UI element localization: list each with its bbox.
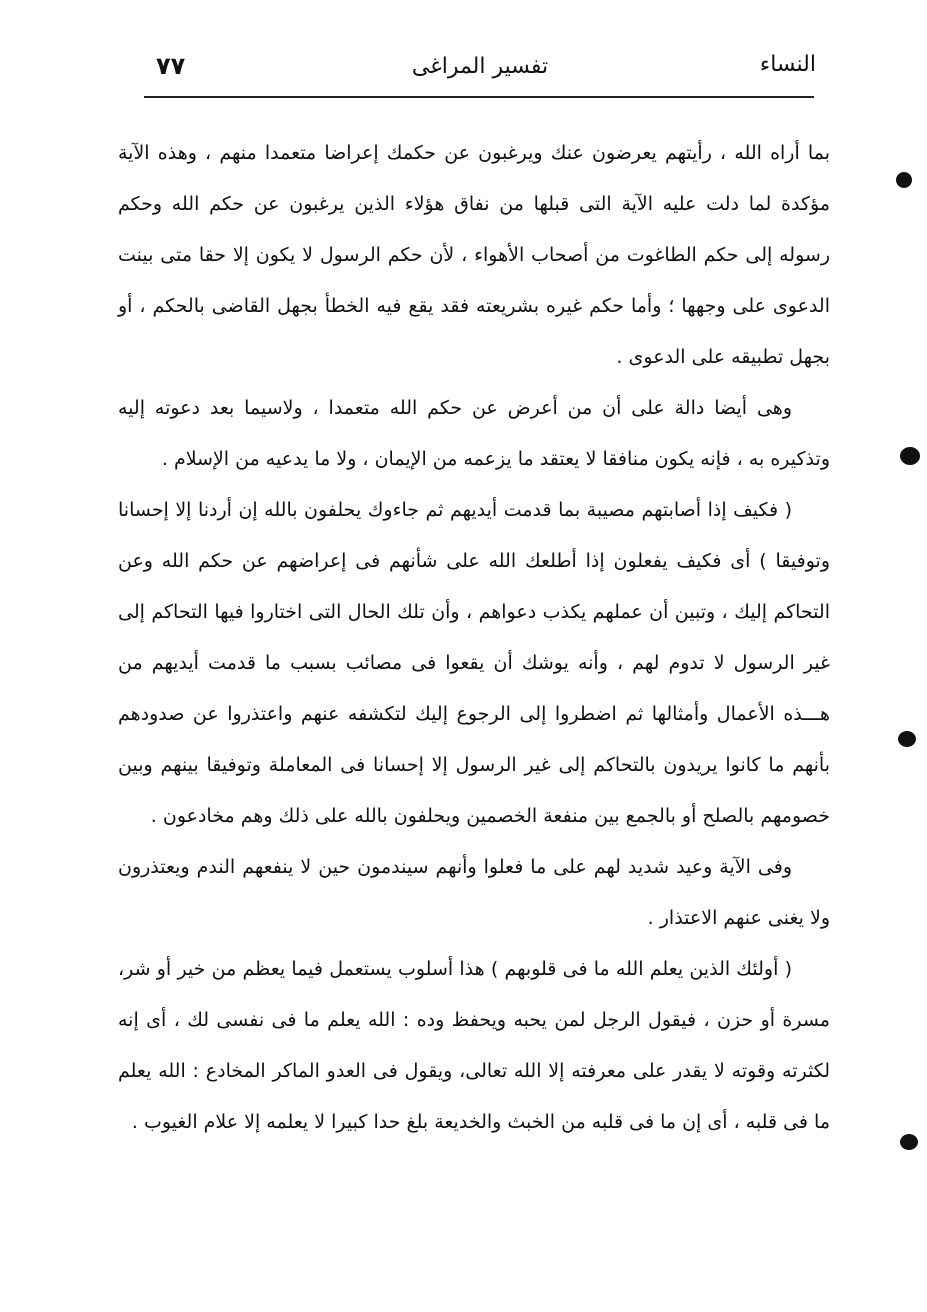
paragraph-4: وفى الآية وعيد شديد لهم على ما فعلوا وأنهم سيندمون حين لا ينفعهم الندم ويعتذرون ولا يغنى عنهم الاعتذار .: [118, 856, 830, 929]
page-header: [148, 44, 816, 96]
paragraph-1: بما أراه الله ، رأيتهم يعرضون عنك ويرغبون عن حكمك إعراضا متعمدا منهم ، وهذه الآية مؤكدة لما دلت عليه الآية التى قبلها من نفاق هؤلاء الذين يرغبون عن حكم الله وحكم رسوله إلى حكم الطاغوت من أصحاب الأهواء ، لأن حكم الرسول لا يكون إلا حقا متى بينت الدعوى على وجهها ؛ وأما حكم غيره بشريعته فقد يقع فيه الخطأ بجهل القاضى بالحكم ، أو بجهل تطبيقه على الدعوى .: [118, 142, 830, 368]
page-number: ٧٧: [156, 52, 186, 80]
margin-ink-blot: [896, 172, 912, 188]
margin-ink-blot: [900, 447, 920, 465]
paragraph-5: ( أولئك الذين يعلم الله ما فى قلوبهم ) هذا أسلوب يستعمل فيما يعظم من خير أو شر، مسرة أو حزن ، فيقول الرجل لمن يحبه ويحفظ وده : الله يعلم ما فى نفسى لك ، أى إنه لكثرته وقوته لا يقدر على معرفته إلا الله تعالى، ويقول فى العدو الماكر المخادع : الله يعلم ما فى قلبه ، أى إن ما فى قلبه من الخبث والخديعة بلغ حدا كبيرا لا يعلمه إلا علام الغيوب .: [118, 958, 830, 1133]
surah-name: النساء: [759, 52, 816, 77]
paragraph-3: ( فكيف إذا أصابتهم مصيبة بما قدمت أيديهم ثم جاءوك يحلفون بالله إن أردنا إلا إحسانا وتوفيقا ) أى فكيف يفعلون إذا أطلعك الله على شأنهم فى إعراضهم عن حكم الله وعن التحاكم إليك ، وتبين أن عملهم يكذب دعواهم ، وأن تلك الحال التى اختاروا فيها التحاكم إلى غير الرسول لا تدوم لهم ، وأنه يوشك أن يقعوا فى مصائب بسبب ما قدمت أيديهم من هـــذه الأعمال وأمثالها ثم اضطروا إلى الرجوع إليك لتكشفه عنهم واعتذروا عن صدودهم بأنهم ما كانوا يريدون بالتحاكم إلى غير الرسول إلا إحسانا فى المعاملة وتوفيقا بينهم وبين خصومهم بالصلح أو بالجمع بين منفعة الخصمين ويحلفون بالله على ذلك وهم مخادعون .: [118, 499, 830, 827]
book-title: تفسير المراغى: [411, 54, 549, 79]
page-body: [118, 128, 830, 1148]
margin-ink-blot: [898, 731, 916, 747]
header-divider: [144, 96, 814, 98]
paragraph-2: وهى أيضا دالة على أن من أعرض عن حكم الله متعمدا ، ولاسيما بعد دعوته إليه وتذكيره به ، فإنه يكون منافقا لا يعتقد ما يزعمه من الإيمان ، ولا ما يدعيه من الإسلام .: [118, 397, 830, 470]
margin-ink-blot: [900, 1134, 918, 1150]
